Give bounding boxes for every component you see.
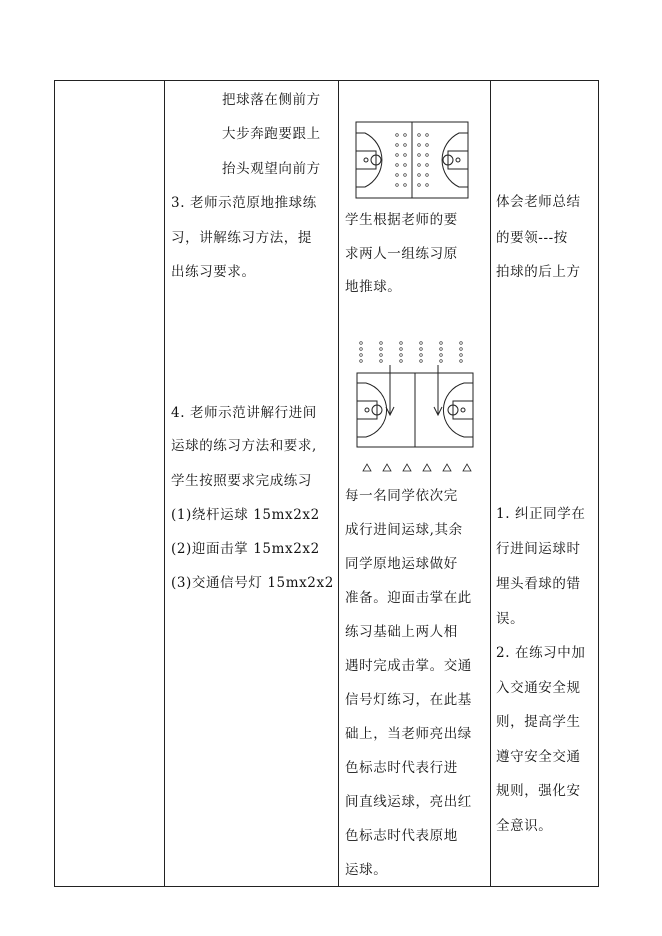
court-diagram-dribble-drill: [353, 337, 477, 477]
student-para2-line: 色标志时代表行进: [345, 760, 458, 776]
student-para2-line: 间直线运球，亮出红: [345, 794, 472, 810]
notes-para2-line: 1. 纠正同学在: [496, 506, 586, 522]
court-diagram-push-drill: [355, 121, 469, 199]
student-para1-line: 学生根据老师的要: [345, 212, 458, 228]
lesson-plan-table: [54, 80, 599, 887]
column-teacher-activities: [165, 81, 338, 886]
student-para2-line: 同学原地运球做好: [345, 556, 458, 572]
notes-para2-line: 2. 在练习中加: [496, 645, 586, 661]
item4-line: 运球的练习方法和要求,: [171, 438, 317, 454]
item3-line: 出练习要求。: [171, 264, 256, 280]
student-para2-line: 运球。: [345, 862, 388, 878]
notes-para1-line: 的要领---按: [496, 230, 568, 246]
student-para2-line: 练习基础上两人相: [345, 624, 458, 640]
notes-para1-line: 拍球的后上方: [496, 264, 581, 280]
student-para2-line: 遇时完成击掌。交通: [345, 658, 472, 674]
student-para1-line: 求两人一组练习原: [345, 246, 458, 262]
method-line: 抬头观望向前方: [222, 161, 321, 177]
notes-para1-line: 体会老师总结: [496, 194, 581, 210]
column-student-activities: [339, 81, 490, 886]
notes-para2-line: 规则，强化安: [496, 783, 581, 799]
drill-item: (1)绕杆运球 15mx2x2: [171, 507, 320, 523]
notes-para2-line: 则，提高学生: [496, 714, 581, 730]
method-line: 大步奔跑要跟上: [222, 126, 321, 142]
notes-para2-line: 遵守安全交通: [496, 749, 581, 765]
column-empty: [55, 81, 164, 886]
student-para2-line: 准备。迎面击掌在此: [345, 590, 472, 606]
notes-para2-line: 埋头看球的错: [496, 576, 581, 592]
notes-para2-line: 入交通安全规: [496, 680, 581, 696]
item4-line: 学生按照要求完成练习: [171, 473, 312, 489]
student-para2-line: 础上，当老师亮出绿: [345, 726, 472, 742]
student-para2-line: 色标志时代表原地: [345, 828, 458, 844]
notes-para2-line: 行进间运球时: [496, 541, 581, 557]
method-line: 把球落在侧前方: [222, 92, 321, 108]
student-para1-line: 地推球。: [345, 279, 402, 295]
student-para2-line: 成行进间运球,其余: [345, 522, 463, 538]
drill-item: (2)迎面击掌 15mx2x2: [171, 541, 320, 557]
item4-line: 4. 老师示范讲解行进间: [171, 405, 317, 421]
column-notes: [491, 81, 599, 886]
student-para2-line: 每一名同学依次完: [345, 488, 458, 504]
notes-para2-line: 误。: [496, 611, 525, 627]
student-para2-line: 信号灯练习，在此基: [345, 692, 472, 708]
notes-para2-line: 全意识。: [496, 818, 553, 834]
drill-item: (3)交通信号灯 15mx2x2: [171, 575, 334, 591]
item3-line: 3. 老师示范原地推球练: [171, 195, 317, 211]
item3-line: 习，讲解练习方法，提: [171, 230, 312, 246]
